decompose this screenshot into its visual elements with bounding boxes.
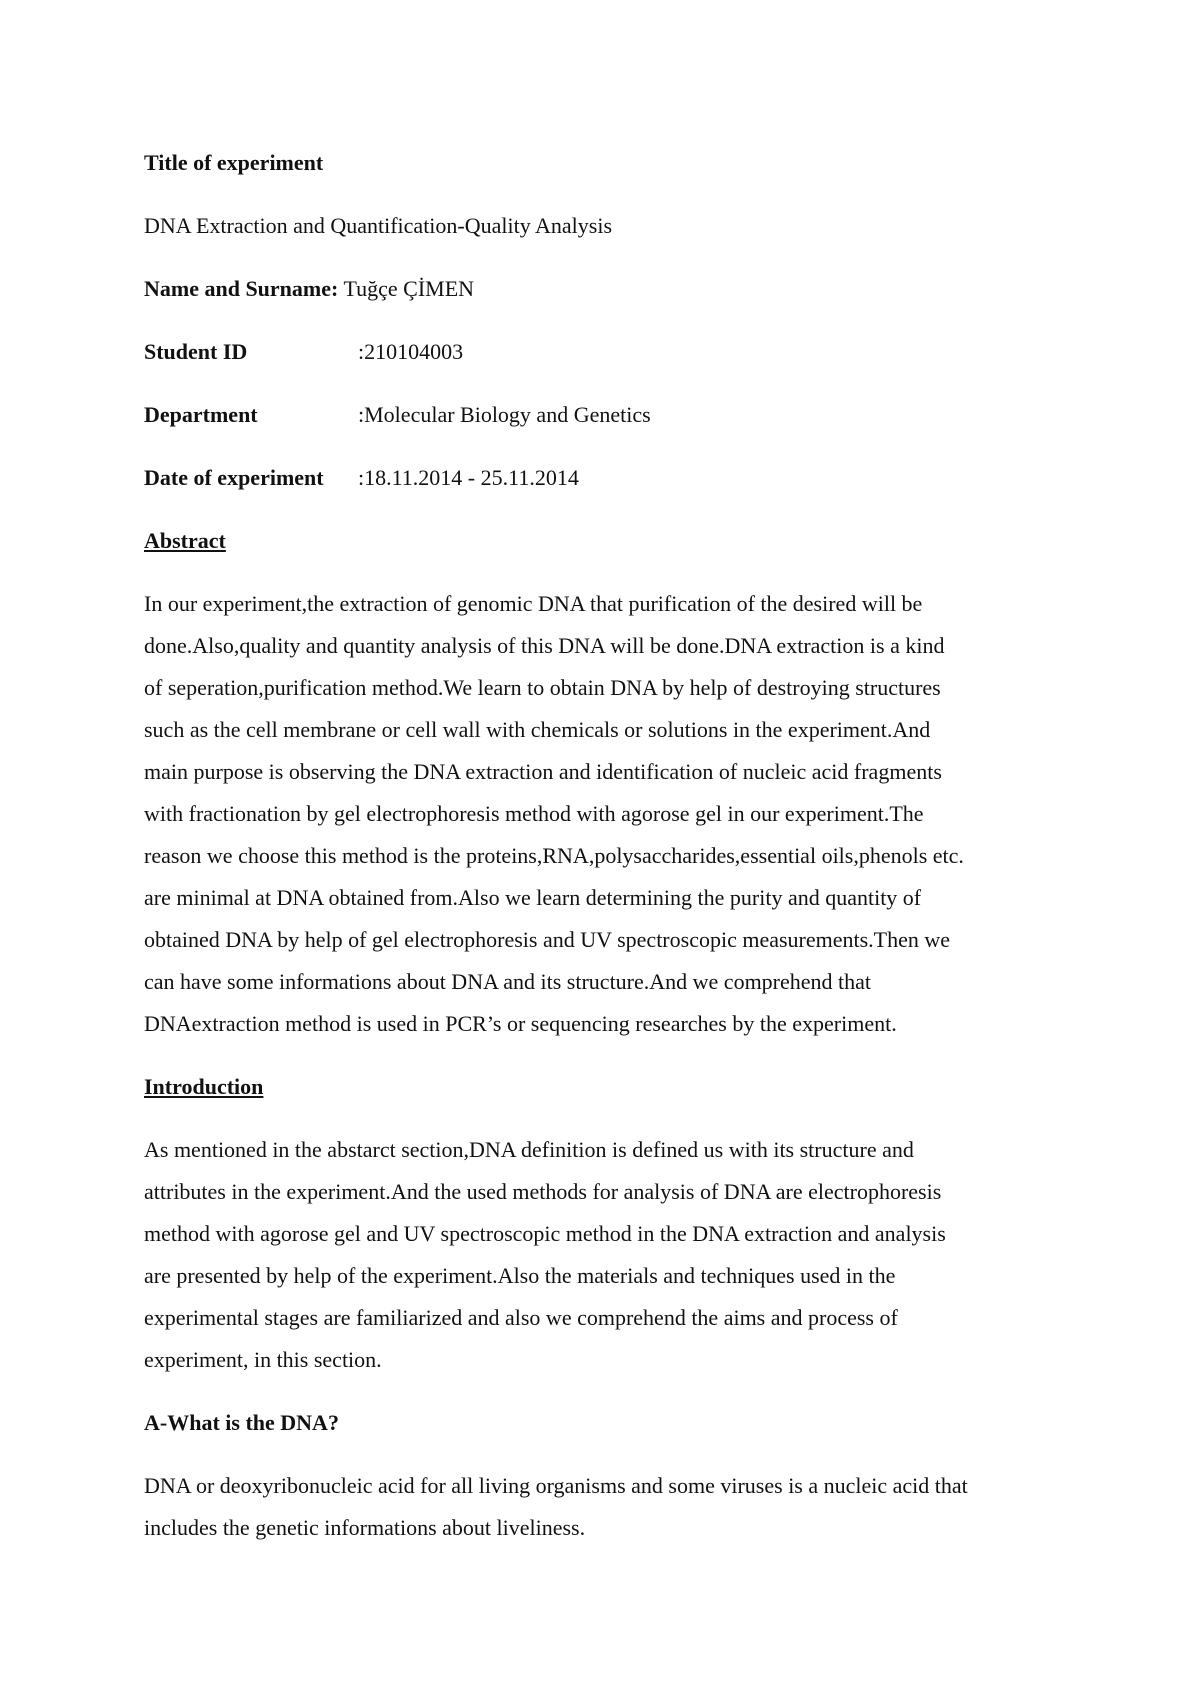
abstract-paragraph	[144, 583, 1064, 1045]
abstract-line: main purpose is observing the DNA extraction and identification of nucleic acid fragments	[144, 759, 942, 784]
section-a-paragraph	[144, 1465, 1064, 1549]
abstract-line: DNAextraction method is used in PCR’s or sequencing researches by the experiment.	[144, 1011, 897, 1036]
introduction-line: experimental stages are familiarized and also we comprehend the aims and process of	[144, 1305, 898, 1330]
abstract-line: are minimal at DNA obtained from.Also we learn determining the purity and quantity of	[144, 885, 922, 910]
date-separator: :	[358, 465, 365, 490]
abstract-line: of seperation,purification method.We learn to obtain DNA by help of destroying structures	[144, 675, 941, 700]
title-text: DNA Extraction and Quantification-Quality Analysis	[144, 213, 613, 238]
student-id-separator: :	[358, 339, 365, 364]
introduction-line: are presented by help of the experiment.Also the materials and techniques used in the	[144, 1263, 896, 1288]
section-a-line: includes the genetic informations about liveliness.	[144, 1515, 586, 1540]
introduction-paragraph	[144, 1129, 1064, 1381]
section-a-heading: A-What is the DNA?	[144, 1410, 339, 1435]
abstract-line: reason we choose this method is the proteins,RNA,polysaccharides,essential oils,phenols etc.	[144, 843, 964, 868]
introduction-line: method with agorose gel and UV spectroscopic method in the DNA extraction and analysis	[144, 1221, 946, 1246]
abstract-line: done.Also,quality and quantity analysis of this DNA will be done.DNA extraction is a kind	[144, 633, 945, 658]
student-id-label: Student ID	[144, 339, 248, 364]
abstract-line: such as the cell membrane or cell wall with chemicals or solutions in the experiment.And	[144, 717, 931, 742]
department-separator: :	[358, 402, 365, 427]
student-id-row	[144, 331, 1064, 373]
department-row	[144, 394, 1064, 436]
department-label: Department	[144, 402, 258, 427]
abstract-line: obtained DNA by help of gel electrophoresis and UV spectroscopic measurements.Then we	[144, 927, 951, 952]
introduction-line: experiment, in this section.	[144, 1347, 382, 1372]
department-value: Molecular Biology and Genetics	[364, 402, 651, 427]
abstract-heading: Abstract	[144, 528, 226, 553]
introduction-line: As mentioned in the abstarct section,DNA definition is defined us with its structure and	[144, 1137, 914, 1162]
date-label: Date of experiment	[144, 465, 324, 490]
name-row	[144, 268, 1064, 310]
abstract-line: with fractionation by gel electrophoresis method with agorose gel in our experiment.The	[144, 801, 924, 826]
abstract-line: can have some informations about DNA and its structure.And we comprehend that	[144, 969, 872, 994]
name-value: Tuğçe ÇİMEN	[338, 276, 475, 301]
date-row	[144, 457, 1064, 499]
student-id-value: 210104003	[364, 339, 464, 364]
document-body	[144, 142, 1064, 1570]
date-value: 18.11.2014 - 25.11.2014	[364, 465, 579, 490]
abstract-line: In our experiment,the extraction of genomic DNA that purification of the desired will be	[144, 591, 923, 616]
introduction-heading: Introduction	[144, 1074, 264, 1099]
introduction-line: attributes in the experiment.And the used methods for analysis of DNA are electrophoresis	[144, 1179, 942, 1204]
section-a-line: DNA or deoxyribonucleic acid for all living organisms and some viruses is a nucleic acid that	[144, 1473, 968, 1498]
name-label: Name and Surname:	[144, 276, 339, 301]
title-heading: Title of experiment	[144, 150, 324, 175]
